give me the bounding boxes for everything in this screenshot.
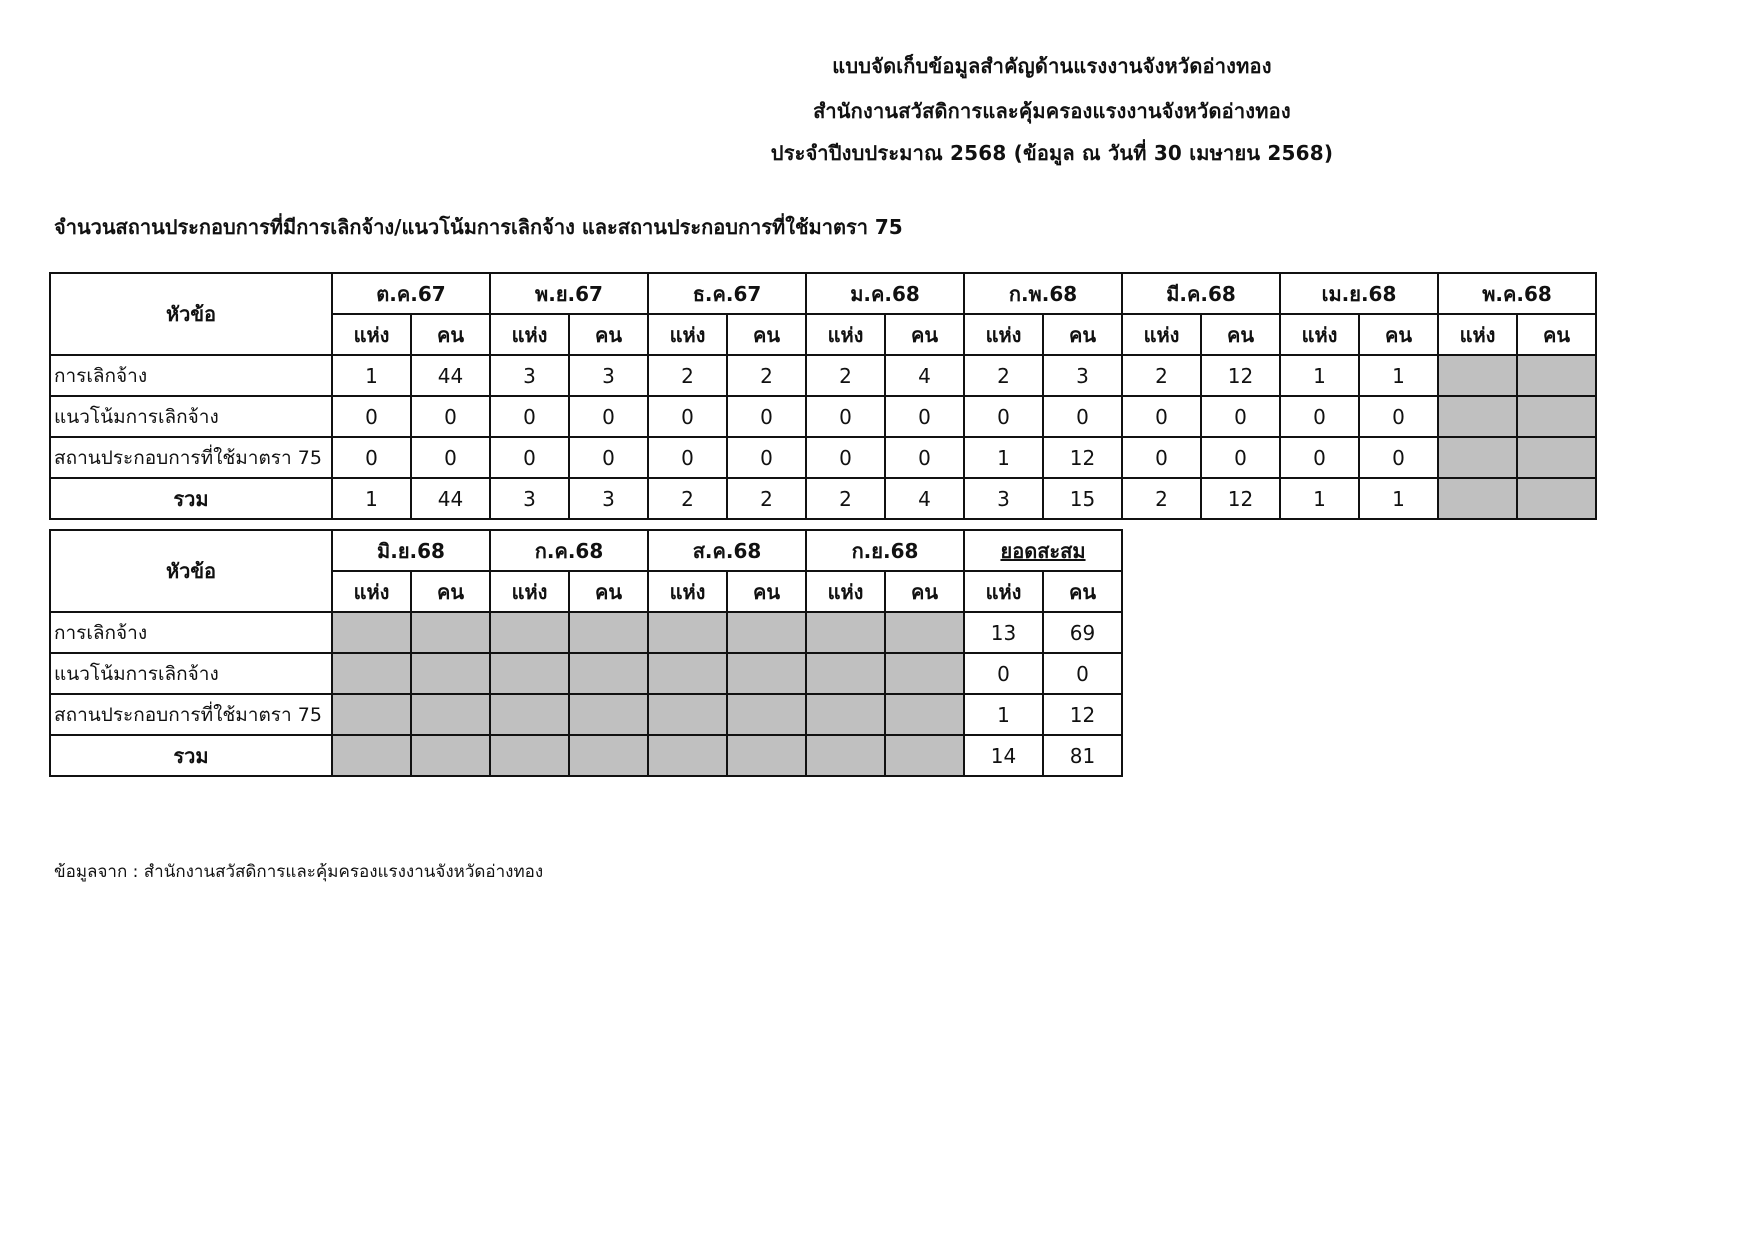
place-count-cell: 3 — [490, 478, 569, 519]
table-row — [50, 612, 1122, 653]
month-header: ก.พ.68 — [964, 273, 1122, 314]
people-count-cell: 2 — [727, 355, 806, 396]
month-header: ก.ค.68 — [490, 530, 648, 571]
place-subheader: แห่ง — [964, 571, 1043, 612]
place-count-cell: 2 — [806, 478, 885, 519]
place-count-cell: 0 — [806, 437, 885, 478]
table-row — [50, 437, 1596, 478]
empty-gray-cell — [411, 612, 490, 653]
people-count-cell: 1 — [1359, 478, 1438, 519]
row-label: รวม — [50, 478, 332, 519]
people-count-cell: 0 — [1201, 437, 1280, 478]
people-count-cell: 12 — [1043, 437, 1122, 478]
place-count-cell: 1 — [1280, 355, 1359, 396]
month-header: ต.ค.67 — [332, 273, 490, 314]
empty-gray-cell — [1438, 437, 1517, 478]
people-count-cell: 0 — [1359, 396, 1438, 437]
month-header: ธ.ค.67 — [648, 273, 806, 314]
place-subheader: แห่ง — [806, 571, 885, 612]
empty-gray-cell — [1438, 478, 1517, 519]
people-subheader: คน — [885, 571, 964, 612]
empty-gray-cell — [569, 694, 648, 735]
people-count-cell: 15 — [1043, 478, 1122, 519]
place-count-cell: 1 — [332, 355, 411, 396]
table-row — [50, 355, 1596, 396]
place-subheader: แห่ง — [490, 571, 569, 612]
place-count-cell: 0 — [806, 396, 885, 437]
office-name: สำนักงานสวัสดิการและคุ้มครองแรงงานจังหวัดอ่างทอง — [813, 99, 1291, 123]
people-subheader: คน — [1359, 314, 1438, 355]
empty-gray-cell — [885, 653, 964, 694]
place-count-cell: 0 — [1280, 396, 1359, 437]
empty-gray-cell — [332, 612, 411, 653]
row-label: การเลิกจ้าง — [50, 355, 332, 396]
people-subheader: คน — [885, 314, 964, 355]
empty-gray-cell — [648, 735, 727, 776]
people-subheader: คน — [411, 571, 490, 612]
people-count-cell: 0 — [411, 396, 490, 437]
monthly-table-bottom — [49, 529, 1123, 777]
cumulative-people-cell: 12 — [1043, 694, 1122, 735]
month-header: มี.ค.68 — [1122, 273, 1280, 314]
people-count-cell: 44 — [411, 355, 490, 396]
empty-gray-cell — [648, 612, 727, 653]
place-count-cell: 0 — [332, 437, 411, 478]
month-header: พ.ค.68 — [1438, 273, 1596, 314]
cumulative-place-cell: 0 — [964, 653, 1043, 694]
people-count-cell: 2 — [727, 478, 806, 519]
empty-gray-cell — [332, 653, 411, 694]
empty-gray-cell — [727, 653, 806, 694]
cumulative-place-cell: 13 — [964, 612, 1043, 653]
place-count-cell: 2 — [1122, 478, 1201, 519]
place-count-cell: 2 — [648, 478, 727, 519]
people-count-cell: 0 — [1043, 396, 1122, 437]
fiscal-year-line: ประจำปีงบประมาณ 2568 (ข้อมูล ณ วันที่ 30 เมษายน 2568) — [770, 141, 1334, 165]
table-row — [50, 653, 1122, 694]
people-subheader: คน — [411, 314, 490, 355]
month-header: ม.ค.68 — [806, 273, 964, 314]
empty-gray-cell — [411, 694, 490, 735]
place-subheader: แห่ง — [332, 571, 411, 612]
cumulative-place-cell: 1 — [964, 694, 1043, 735]
empty-gray-cell — [1438, 355, 1517, 396]
people-count-cell: 0 — [1359, 437, 1438, 478]
empty-gray-cell — [1517, 355, 1596, 396]
empty-gray-cell — [806, 694, 885, 735]
table-subtitle: จำนวนสถานประกอบการที่มีการเลิกจ้าง/แนวโน้มการเลิกจ้าง และสถานประกอบการที่ใช้มาตรา 75 — [54, 215, 903, 239]
month-header: ส.ค.68 — [648, 530, 806, 571]
people-count-cell: 0 — [569, 437, 648, 478]
month-header: พ.ย.67 — [490, 273, 648, 314]
data-source-note: ข้อมูลจาก : สำนักงานสวัสดิการและคุ้มครองแรงงานจังหวัดอ่างทอง — [54, 862, 544, 882]
people-count-cell: 0 — [727, 437, 806, 478]
empty-gray-cell — [1517, 478, 1596, 519]
people-subheader: คน — [1043, 314, 1122, 355]
table-row — [50, 396, 1596, 437]
place-count-cell: 0 — [1122, 396, 1201, 437]
place-count-cell: 2 — [806, 355, 885, 396]
place-subheader: แห่ง — [648, 571, 727, 612]
place-count-cell: 2 — [648, 355, 727, 396]
empty-gray-cell — [727, 694, 806, 735]
empty-gray-cell — [490, 694, 569, 735]
people-count-cell: 12 — [1201, 478, 1280, 519]
place-subheader: แห่ง — [806, 314, 885, 355]
place-count-cell: 0 — [1122, 437, 1201, 478]
document-title: แบบจัดเก็บข้อมูลสำคัญด้านแรงงานจังหวัดอ่างทอง — [832, 54, 1272, 78]
people-count-cell: 12 — [1201, 355, 1280, 396]
people-count-cell: 1 — [1359, 355, 1438, 396]
people-count-cell: 0 — [569, 396, 648, 437]
table-row — [50, 478, 1596, 519]
row-label: การเลิกจ้าง — [50, 612, 332, 653]
people-count-cell: 0 — [411, 437, 490, 478]
topic-header: หัวข้อ — [50, 530, 332, 612]
place-count-cell: 0 — [490, 437, 569, 478]
place-count-cell: 0 — [490, 396, 569, 437]
cumulative-header-text: ยอดสะสม — [1000, 538, 1086, 563]
row-label: แนวโน้มการเลิกจ้าง — [50, 396, 332, 437]
people-count-cell: 4 — [885, 478, 964, 519]
empty-gray-cell — [569, 653, 648, 694]
place-subheader: แห่ง — [1438, 314, 1517, 355]
place-count-cell: 2 — [964, 355, 1043, 396]
place-count-cell: 3 — [964, 478, 1043, 519]
table-row — [50, 694, 1122, 735]
place-count-cell: 1 — [964, 437, 1043, 478]
people-count-cell: 3 — [569, 355, 648, 396]
place-subheader: แห่ง — [964, 314, 1043, 355]
people-count-cell: 3 — [569, 478, 648, 519]
empty-gray-cell — [1438, 396, 1517, 437]
month-header: ก.ย.68 — [806, 530, 964, 571]
empty-gray-cell — [411, 653, 490, 694]
place-count-cell: 2 — [1122, 355, 1201, 396]
place-subheader: แห่ง — [332, 314, 411, 355]
people-count-cell: 3 — [1043, 355, 1122, 396]
place-count-cell: 0 — [648, 396, 727, 437]
place-subheader: แห่ง — [648, 314, 727, 355]
people-count-cell: 0 — [885, 437, 964, 478]
empty-gray-cell — [490, 612, 569, 653]
empty-gray-cell — [806, 612, 885, 653]
row-label: รวม — [50, 735, 332, 776]
empty-gray-cell — [332, 694, 411, 735]
people-count-cell: 0 — [885, 396, 964, 437]
empty-gray-cell — [885, 612, 964, 653]
empty-gray-cell — [806, 653, 885, 694]
people-subheader: คน — [1517, 314, 1596, 355]
topic-header: หัวข้อ — [50, 273, 332, 355]
empty-gray-cell — [727, 735, 806, 776]
month-header: มิ.ย.68 — [332, 530, 490, 571]
empty-gray-cell — [727, 612, 806, 653]
month-header-row — [50, 273, 1596, 314]
people-subheader: คน — [727, 571, 806, 612]
people-subheader: คน — [727, 314, 806, 355]
place-count-cell: 0 — [332, 396, 411, 437]
people-count-cell: 0 — [727, 396, 806, 437]
people-count-cell: 44 — [411, 478, 490, 519]
empty-gray-cell — [569, 612, 648, 653]
empty-gray-cell — [1517, 396, 1596, 437]
place-count-cell: 3 — [490, 355, 569, 396]
row-label: สถานประกอบการที่ใช้มาตรา 75 — [50, 694, 332, 735]
place-subheader: แห่ง — [1280, 314, 1359, 355]
cumulative-header — [964, 530, 1122, 571]
place-count-cell: 1 — [332, 478, 411, 519]
table-row — [50, 735, 1122, 776]
empty-gray-cell — [648, 694, 727, 735]
row-label: สถานประกอบการที่ใช้มาตรา 75 — [50, 437, 332, 478]
cumulative-people-cell: 69 — [1043, 612, 1122, 653]
empty-gray-cell — [332, 735, 411, 776]
people-count-cell: 0 — [1201, 396, 1280, 437]
empty-gray-cell — [806, 735, 885, 776]
month-header: เม.ย.68 — [1280, 273, 1438, 314]
cumulative-people-cell: 0 — [1043, 653, 1122, 694]
place-count-cell: 0 — [1280, 437, 1359, 478]
empty-gray-cell — [885, 735, 964, 776]
empty-gray-cell — [490, 735, 569, 776]
people-count-cell: 4 — [885, 355, 964, 396]
people-subheader: คน — [569, 571, 648, 612]
people-subheader: คน — [1043, 571, 1122, 612]
empty-gray-cell — [569, 735, 648, 776]
empty-gray-cell — [490, 653, 569, 694]
place-count-cell: 0 — [648, 437, 727, 478]
cumulative-people-cell: 81 — [1043, 735, 1122, 776]
place-subheader: แห่ง — [1122, 314, 1201, 355]
empty-gray-cell — [1517, 437, 1596, 478]
month-header-row — [50, 530, 1122, 571]
place-count-cell: 0 — [964, 396, 1043, 437]
place-count-cell: 1 — [1280, 478, 1359, 519]
empty-gray-cell — [411, 735, 490, 776]
row-label: แนวโน้มการเลิกจ้าง — [50, 653, 332, 694]
empty-gray-cell — [885, 694, 964, 735]
place-subheader: แห่ง — [490, 314, 569, 355]
people-subheader: คน — [1201, 314, 1280, 355]
cumulative-place-cell: 14 — [964, 735, 1043, 776]
people-subheader: คน — [569, 314, 648, 355]
empty-gray-cell — [648, 653, 727, 694]
monthly-table-top — [49, 272, 1597, 520]
